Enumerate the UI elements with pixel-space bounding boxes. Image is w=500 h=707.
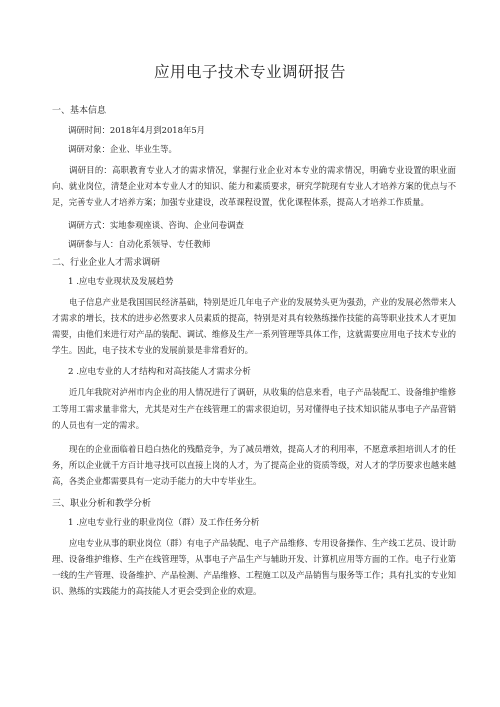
survey-method: 调研方式：实地参观座谈、咨询、企业问卷调查 xyxy=(68,219,244,230)
section-heading-basic-info: 一、基本信息 xyxy=(52,106,107,116)
paragraph-talent-structure: 近几年我院对泸州市内企业的用人情况进行了调研，从收集的信息来看，电子产品装配工、设备维护维修工等用工需求量非常大，尤其是对生产在线管理工的需求很迫切，另对懂得电子技术知识能从事电子产品营销的人员也有一定的需求。 xyxy=(52,387,456,430)
subheading-talent-structure: 2 .应电专业的人才结构和对高技能人才需求分析 xyxy=(68,367,251,378)
subheading-job-positions: 1 .应电专业行业的职业岗位（群）及工作任务分析 xyxy=(68,517,260,528)
document-body xyxy=(52,105,456,607)
survey-participants: 调研参与人：自动化系领导、专任教师 xyxy=(68,238,211,249)
survey-object: 调研对象：企业、毕业生等。 xyxy=(68,144,177,154)
section-heading-occupation-analysis: 三、职业分析和教学分析 xyxy=(52,498,152,509)
paragraph-enterprise-competition: 现在的企业面临着日趋白热化的残酷竞争，为了减员增效，提高人才的利用率，不愿意承担培训人才的任务，所以企业就千方百计地寻找可以直接上岗的人才，为了提高企业的资质等级，对人才的学历要求也越来越高，各类企业都需要具有一定动手能力的大中专毕业生。 xyxy=(52,444,456,487)
survey-time: 调研时间：2018年4月到2018年5月 xyxy=(68,125,206,135)
document-title: 应用电子技术专业调研报告 xyxy=(153,63,346,81)
section-heading-industry-demand: 二、行业企业人才需求调研 xyxy=(52,257,161,268)
subheading-status-trend: 1 .应电专业现状及发展趋势 xyxy=(68,276,174,287)
paragraph-job-positions: 应电专业从事的职业岗位（群）有电子产品装配、电子产品维修、专用设备操作、生产线工艺员、设计助理、设备维护维修、生产在线管理等，从事电子产品生产与辅助开发、计算机应用等方面的工作。电子行业第一线的生产管理、设备维护、产品检测、产品维修、工程施工以及产品销售与服务等工作；具有扎实的专业知识、熟练的实践能力的高技能人才更会受到企业的欢迎。 xyxy=(52,537,456,597)
paragraph-status-trend: 电子信息产业是我国国民经济基础，特别是近几年电子产业的发展势头更为强劲，产业的发展必然带来人才需求的增长，技术的进步必然要求人员素质的提高，特别是对具有较熟练操作技能的高等职业技术人才更加需要，由他们来进行对产品的装配、调试、维修及生产一系列管理等具体工作，这就需要应用电子技术专业的学生。因此，电子技术专业的发展前景是非常看好的。 xyxy=(52,296,456,356)
survey-purpose: 调研目的：高职教育专业人才的需求情况，掌握行业企业对本专业的需求情况，明确专业设置的职业面向、就业岗位，清楚企业对本专业人才的知识、能力和素质要求，研究学院现有专业人才培养方案的优点与不足，完善专业人才培养方案；加强专业建设，改革课程设置，优化课程体系，提高人才培养工作质量。 xyxy=(52,165,456,208)
